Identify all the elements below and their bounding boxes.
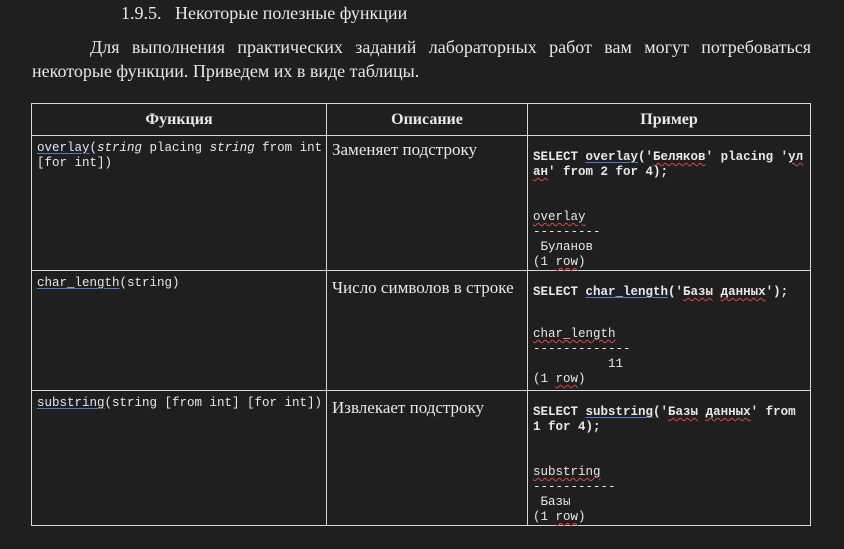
intro-paragraph: Для выполнения практических заданий лабораторных работ вам могут потребоваться некоторые функции. Приведем их в виде таблицы. [32,37,811,81]
result-value: Буланов [533,240,594,254]
sql-query [533,405,806,435]
result-separator: ------------- [533,342,631,356]
sql-keyword: SELECT [533,150,586,164]
function-name: overlay [37,141,90,155]
functions-table [31,103,811,526]
result-rowcount [533,372,806,387]
result-separator: --------- [533,225,601,239]
function-signature: (string [from int] [for int]) [104,396,323,410]
rowcount-word: row [555,255,579,269]
function-cell [32,271,327,391]
header-description: Описание [327,104,528,136]
section-title: Некоторые полезные функции [175,3,408,23]
function-cell [32,391,327,526]
rowcount-word: row [555,510,579,524]
query-result [533,210,806,270]
function-signature: from int [for int]) [37,141,330,170]
sql-string: Беляков [653,150,706,164]
rowcount-word: row [555,372,579,386]
result-rowcount [533,255,806,270]
sql-query [533,285,806,300]
sql-text [713,285,721,299]
sql-string: Базы [668,405,699,419]
example-cell [528,136,811,271]
function-name: substring [37,396,105,410]
sql-text [698,405,706,419]
rowcount-text: (1 [533,255,556,269]
sql-text: (' [638,150,654,164]
function-signature: placing [142,141,210,155]
sql-text: (' [653,405,669,419]
sql-function: overlay [585,150,639,164]
section-number: 1.9.5. [121,3,162,23]
table-row [32,136,811,271]
sql-text: ' from 1 for 4); [533,405,804,434]
sql-string: данных [705,405,751,419]
rowcount-text: (1 [533,510,556,524]
description-cell: Извлекает подстроку [327,391,528,526]
description-cell: Число символов в строке [327,271,528,391]
result-value: 11 [533,357,624,371]
header-function: Функция [32,104,327,136]
result-separator: ----------- [533,480,616,494]
table-row [32,391,811,526]
sql-text: ' placing ' [705,150,789,164]
sql-function: substring [585,405,654,419]
sql-keyword: SELECT [533,285,586,299]
function-name: char_length [37,276,120,290]
description-cell: Заменяет подстроку [327,136,528,271]
sql-string: Базы [683,285,714,299]
sql-query [533,150,806,180]
sql-text: (' [668,285,684,299]
query-result [533,327,806,387]
sql-string: улан [533,150,804,179]
sql-keyword: SELECT [533,405,586,419]
rowcount-text: ) [578,510,586,524]
rowcount-text: (1 [533,372,556,386]
result-rowcount [533,510,806,525]
function-arg: string [209,141,255,155]
table-header-row [32,104,811,136]
table-row [32,271,811,391]
result-column: substring [533,465,601,479]
function-arg: string [97,141,143,155]
sql-text: ' from 2 for 4); [548,165,669,179]
example-cell [528,271,811,391]
query-result [533,465,806,525]
sql-string: данных [720,285,766,299]
result-column: overlay [533,210,586,224]
header-example: Пример [528,104,811,136]
function-cell [32,136,330,271]
function-signature: ( [89,141,98,155]
result-column: char_length [533,327,616,341]
rowcount-text: ) [578,255,586,269]
sql-function: char_length [585,285,669,299]
example-cell [528,391,811,526]
result-value: Базы [533,495,571,509]
sql-text: '); [765,285,789,299]
function-signature: (string) [119,276,180,290]
section-heading [121,3,407,24]
rowcount-text: ) [578,372,586,386]
